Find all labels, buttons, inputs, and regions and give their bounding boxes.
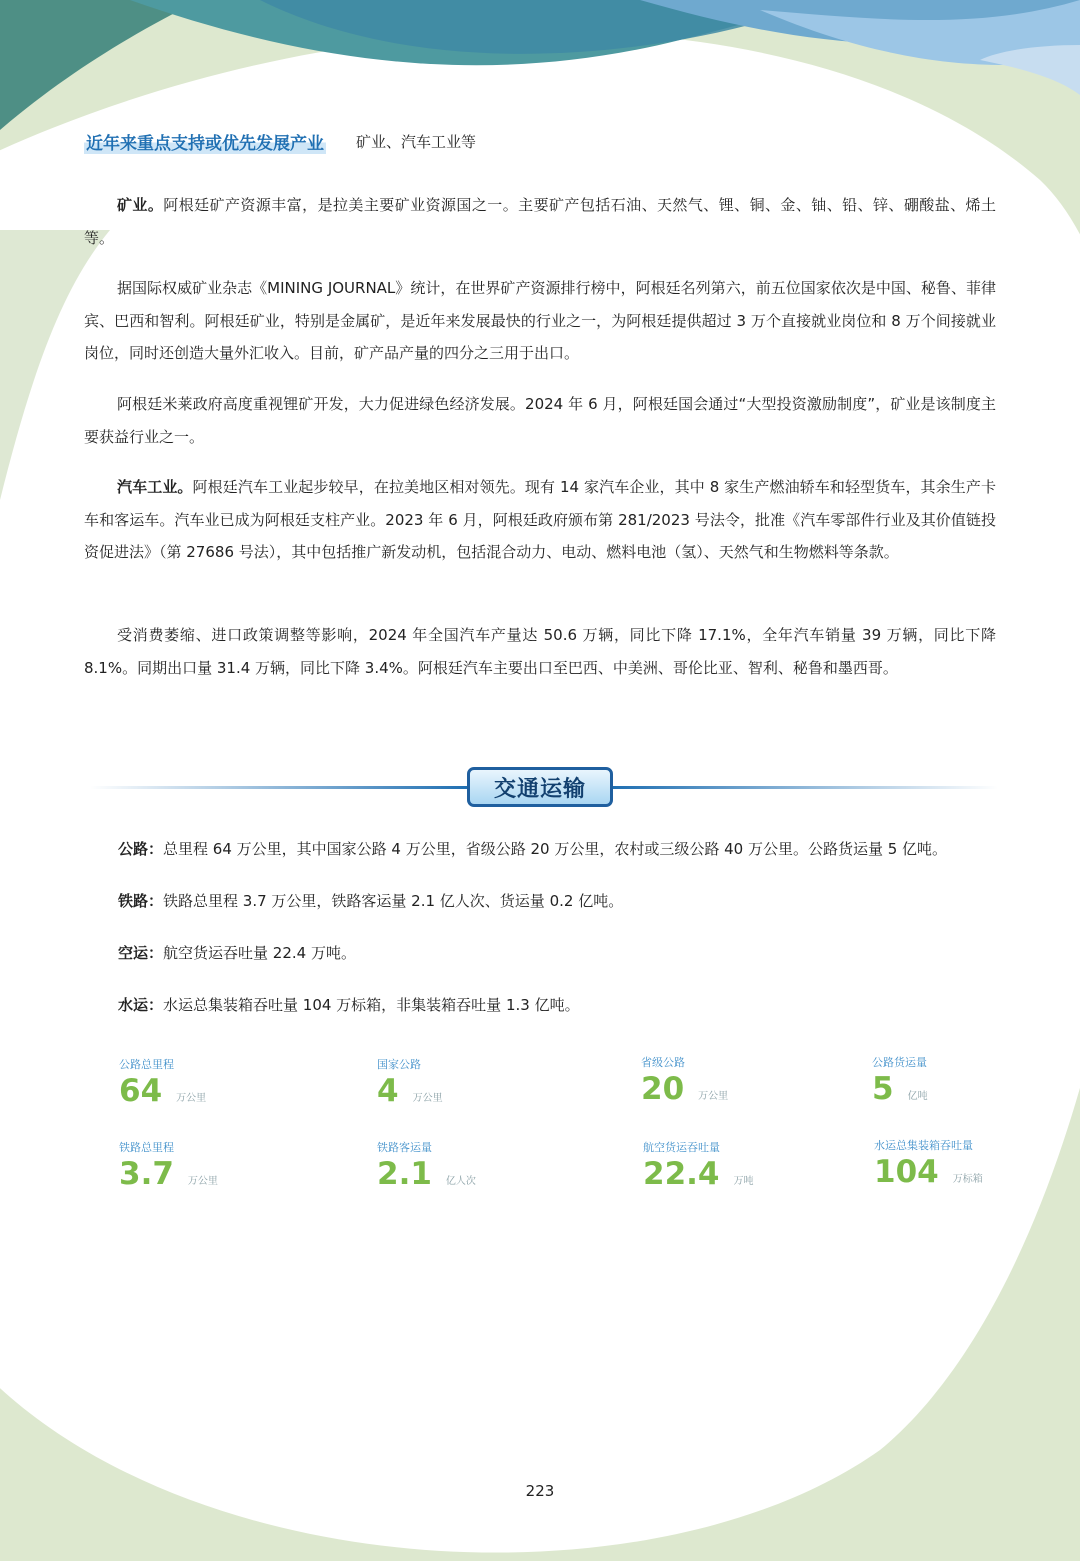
stat-unit: 万公里	[187, 1176, 218, 1187]
paragraph-lead: 矿业。	[117, 196, 164, 214]
paragraph-lithium	[84, 388, 996, 453]
section-divider-right	[612, 786, 998, 789]
stat-air-freight	[643, 1141, 754, 1191]
transport-label: 水运：	[118, 996, 164, 1014]
section-divider-left	[90, 786, 468, 789]
stat-national-road	[377, 1058, 443, 1108]
paragraph-text: 据国际权威矿业杂志《MINING JOURNAL》统计，在世界矿产资源排行榜中，阿根廷名列第六，前五位国家依次是中国、秘鲁、菲律宾、巴西和智利。阿根廷矿业，特别是金属矿，是近年来发展最快的行业之一，为阿根廷提供超过 3 万个直接就业岗位和 8 万个间接就业岗位，同时还创造大量外汇收入。目前，矿产品产量的四分之三用于出口。	[84, 279, 996, 362]
stat-unit: 亿人次	[445, 1176, 476, 1187]
paragraph-text: 阿根廷矿产资源丰富，是拉美主要矿业资源国之一。主要矿产包括石油、天然气、锂、铜、金、铀、铅、锌、硼酸盐、烯土等。	[84, 196, 996, 247]
stat-unit: 万公里	[698, 1091, 729, 1102]
industry-value: 矿业、汽车工业等	[356, 132, 477, 151]
stat-water-container	[874, 1139, 983, 1189]
transport-label: 公路：	[118, 840, 164, 858]
stat-value: 22.4	[643, 1156, 720, 1192]
industry-label: 近年来重点支持或优先发展产业	[84, 129, 326, 154]
stat-value: 4	[377, 1073, 399, 1109]
stat-label: 铁路客运量	[377, 1141, 432, 1154]
transport-text: 铁路总里程 3.7 万公里，铁路客运量 2.1 亿人次、货运量 0.2 亿吨。	[163, 892, 624, 910]
stat-value: 2.1	[377, 1156, 432, 1192]
stat-road-total	[119, 1058, 206, 1108]
stat-label: 水运总集装箱吞吐量	[874, 1139, 973, 1152]
transport-label: 空运：	[118, 944, 164, 962]
paragraph-lead: 汽车工业。	[117, 478, 193, 496]
stat-value: 20	[641, 1071, 685, 1107]
transport-text: 水运总集装箱吞吐量 104 万标箱，非集装箱吞吐量 1.3 亿吨。	[163, 996, 580, 1014]
paragraph-mining	[84, 189, 996, 254]
page-number: 223	[525, 1482, 555, 1500]
transport-text: 总里程 64 万公里，其中国家公路 4 万公里，省级公路 20 万公里，农村或三级公路 40 万公里。公路货运量 5 亿吨。	[163, 840, 948, 858]
transport-water	[118, 993, 580, 1017]
transport-rail	[118, 889, 623, 913]
stat-provincial-road	[641, 1056, 728, 1106]
stat-label: 公路总里程	[119, 1058, 174, 1071]
stat-rail-total	[119, 1141, 218, 1191]
stat-value: 104	[874, 1154, 939, 1190]
stat-unit: 万吨	[733, 1176, 754, 1187]
stat-road-freight	[872, 1056, 928, 1106]
stat-label: 航空货运吞吐量	[643, 1141, 720, 1154]
transport-label: 铁路：	[118, 892, 164, 910]
stat-rail-passenger	[377, 1141, 476, 1191]
industry-row	[84, 126, 476, 156]
stat-unit: 亿吨	[907, 1091, 928, 1102]
paragraph-text: 阿根廷汽车工业起步较早，在拉美地区相对领先。现有 14 家汽车企业，其中 8 家生产燃油轿车和轻型货车，其余生产卡车和客运车。汽车业已成为阿根廷支柱产业。2023 年 6 月，阿根廷政府颁布第 281/2023 号法令，批准《汽车零部件行业及其价值链投资促进法》（第 27686 号法），其中包括推广新发动机，包括混合动力、电动、燃料电池（氢）、天然气和生物燃料等条款。	[84, 478, 996, 561]
transport-air	[118, 941, 356, 965]
transport-road	[118, 837, 947, 861]
stat-label: 国家公路	[377, 1058, 421, 1071]
stat-unit: 万公里	[176, 1093, 207, 1104]
stat-value: 3.7	[119, 1156, 174, 1192]
paragraph-text: 受消费萎缩、进口政策调整等影响，2024 年全国汽车产量达 50.6 万辆，同比下降 17.1%，全年汽车销量 39 万辆，同比下降 8.1%。同期出口量 31.4 万辆，同比下降 3.4%。阿根廷汽车主要出口至巴西、中美洲、哥伦比亚、智利、秘鲁和墨西哥。	[84, 626, 996, 677]
stat-value: 64	[119, 1073, 163, 1109]
transport-text: 航空货运吞吐量 22.4 万吨。	[163, 944, 356, 962]
section-title: 交通运输	[467, 767, 613, 807]
stat-label: 公路货运量	[872, 1056, 927, 1069]
paragraph-auto	[84, 471, 996, 569]
stat-value: 5	[872, 1071, 894, 1107]
stat-unit: 万公里	[412, 1093, 443, 1104]
paragraph-text: 阿根廷米莱政府高度重视锂矿开发，大力促进绿色经济发展。2024 年 6 月，阿根廷国会通过“大型投资激励制度”，矿业是该制度主要获益行业之一。	[84, 395, 996, 446]
stat-unit: 万标箱	[952, 1174, 983, 1185]
paragraph-mining-ranking	[84, 272, 996, 370]
stat-label: 省级公路	[641, 1056, 685, 1069]
stat-label: 铁路总里程	[119, 1141, 174, 1154]
paragraph-auto-output	[84, 619, 996, 684]
